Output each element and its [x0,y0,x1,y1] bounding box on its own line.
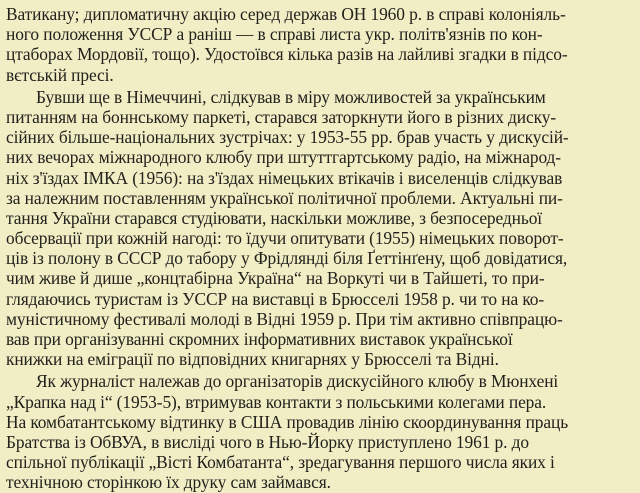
text-line: „Крапка над і“ (1953-5), втримував контакти з польськими колегами пера. [6,391,547,412]
text-line: глядаючись туристам із УССР на виставці в Брюсселі 1958 р. чи то на ко- [6,288,545,309]
text-line: спільної публікації „Вісті Комбатанта“, зредагування першого числа яких і [6,452,555,473]
text-line: На комбатантському відтинку в США провадив лінію скоординування праць [6,411,569,432]
text-line: муністичному фестивалі молоді в Відні 1959 р. При тім активно співпрацю- [6,308,563,329]
text-line: них вечорах міжнародного клюбу при штуттгартському радіо, на міжнарод- [6,147,561,168]
text-line: технічною сторінкою їх друку сам займався. [6,472,331,493]
text-line: за належним поставленням української політичної проблеми. Актуальні пи- [6,187,563,208]
text-line: книжки на еміграції по відповідних книгарнях у Брюсселі та Відні. [6,349,499,370]
text-line: Бувши ще в Німеччині, слідкував в міру можливостей за українським [36,86,546,107]
text-line: Братства із ОбВУА, в висліді чого в Нью-Йорку приступлено 1961 р. до [6,431,529,452]
text-line: ного положення УССР а раніш — в справі листа укр. політв'язнів по кон- [6,24,543,45]
paragraph-1 [6,4,634,85]
text-line: ніх з'їздах ІМКА (1956): на з'їздах німецьких втікачів і виселенців слідкував [6,167,563,188]
text-line: чим живе й дише „концтабірна Україна“ на Воркуті чи в Тайшеті, то при- [6,268,545,289]
text-line: цтаборах Мордовії, тощо). Удостоївся кілька разів на лайливі згадки в підсо- [6,44,568,65]
text-line: питанням на боннському паркеті, старався заторкнути його в різних диску- [6,106,557,127]
text-line: тання України старався студіювати, наскільки можливе, з безпосередньої [6,207,543,228]
text-line: обсервації при кожній нагоді: то їдучи опитувати (1955) німецьких поворот- [6,228,564,249]
text-line: вав при організуванні скромних інформативних виставок української [6,329,513,349]
text-line: Як журналіст належав до організаторів дискусійного клюбу в Мюнхені [36,371,559,392]
text-line: ців із полону в СССР до табору у Фрідлянді біля Ґеттінґену, щоб довідатися, [6,248,568,269]
paragraph-2 [6,87,634,370]
paragraph-3 [6,371,634,492]
text-line: вєтській пресі. [6,64,114,85]
text-line: Ватикану; дипломатичну акцію серед держав ОН 1960 р. в справі колоніяль- [6,4,566,24]
text-line: сійних більше-національних зустрічах: у 1953-55 рр. брав участь у дискусій- [6,127,569,148]
